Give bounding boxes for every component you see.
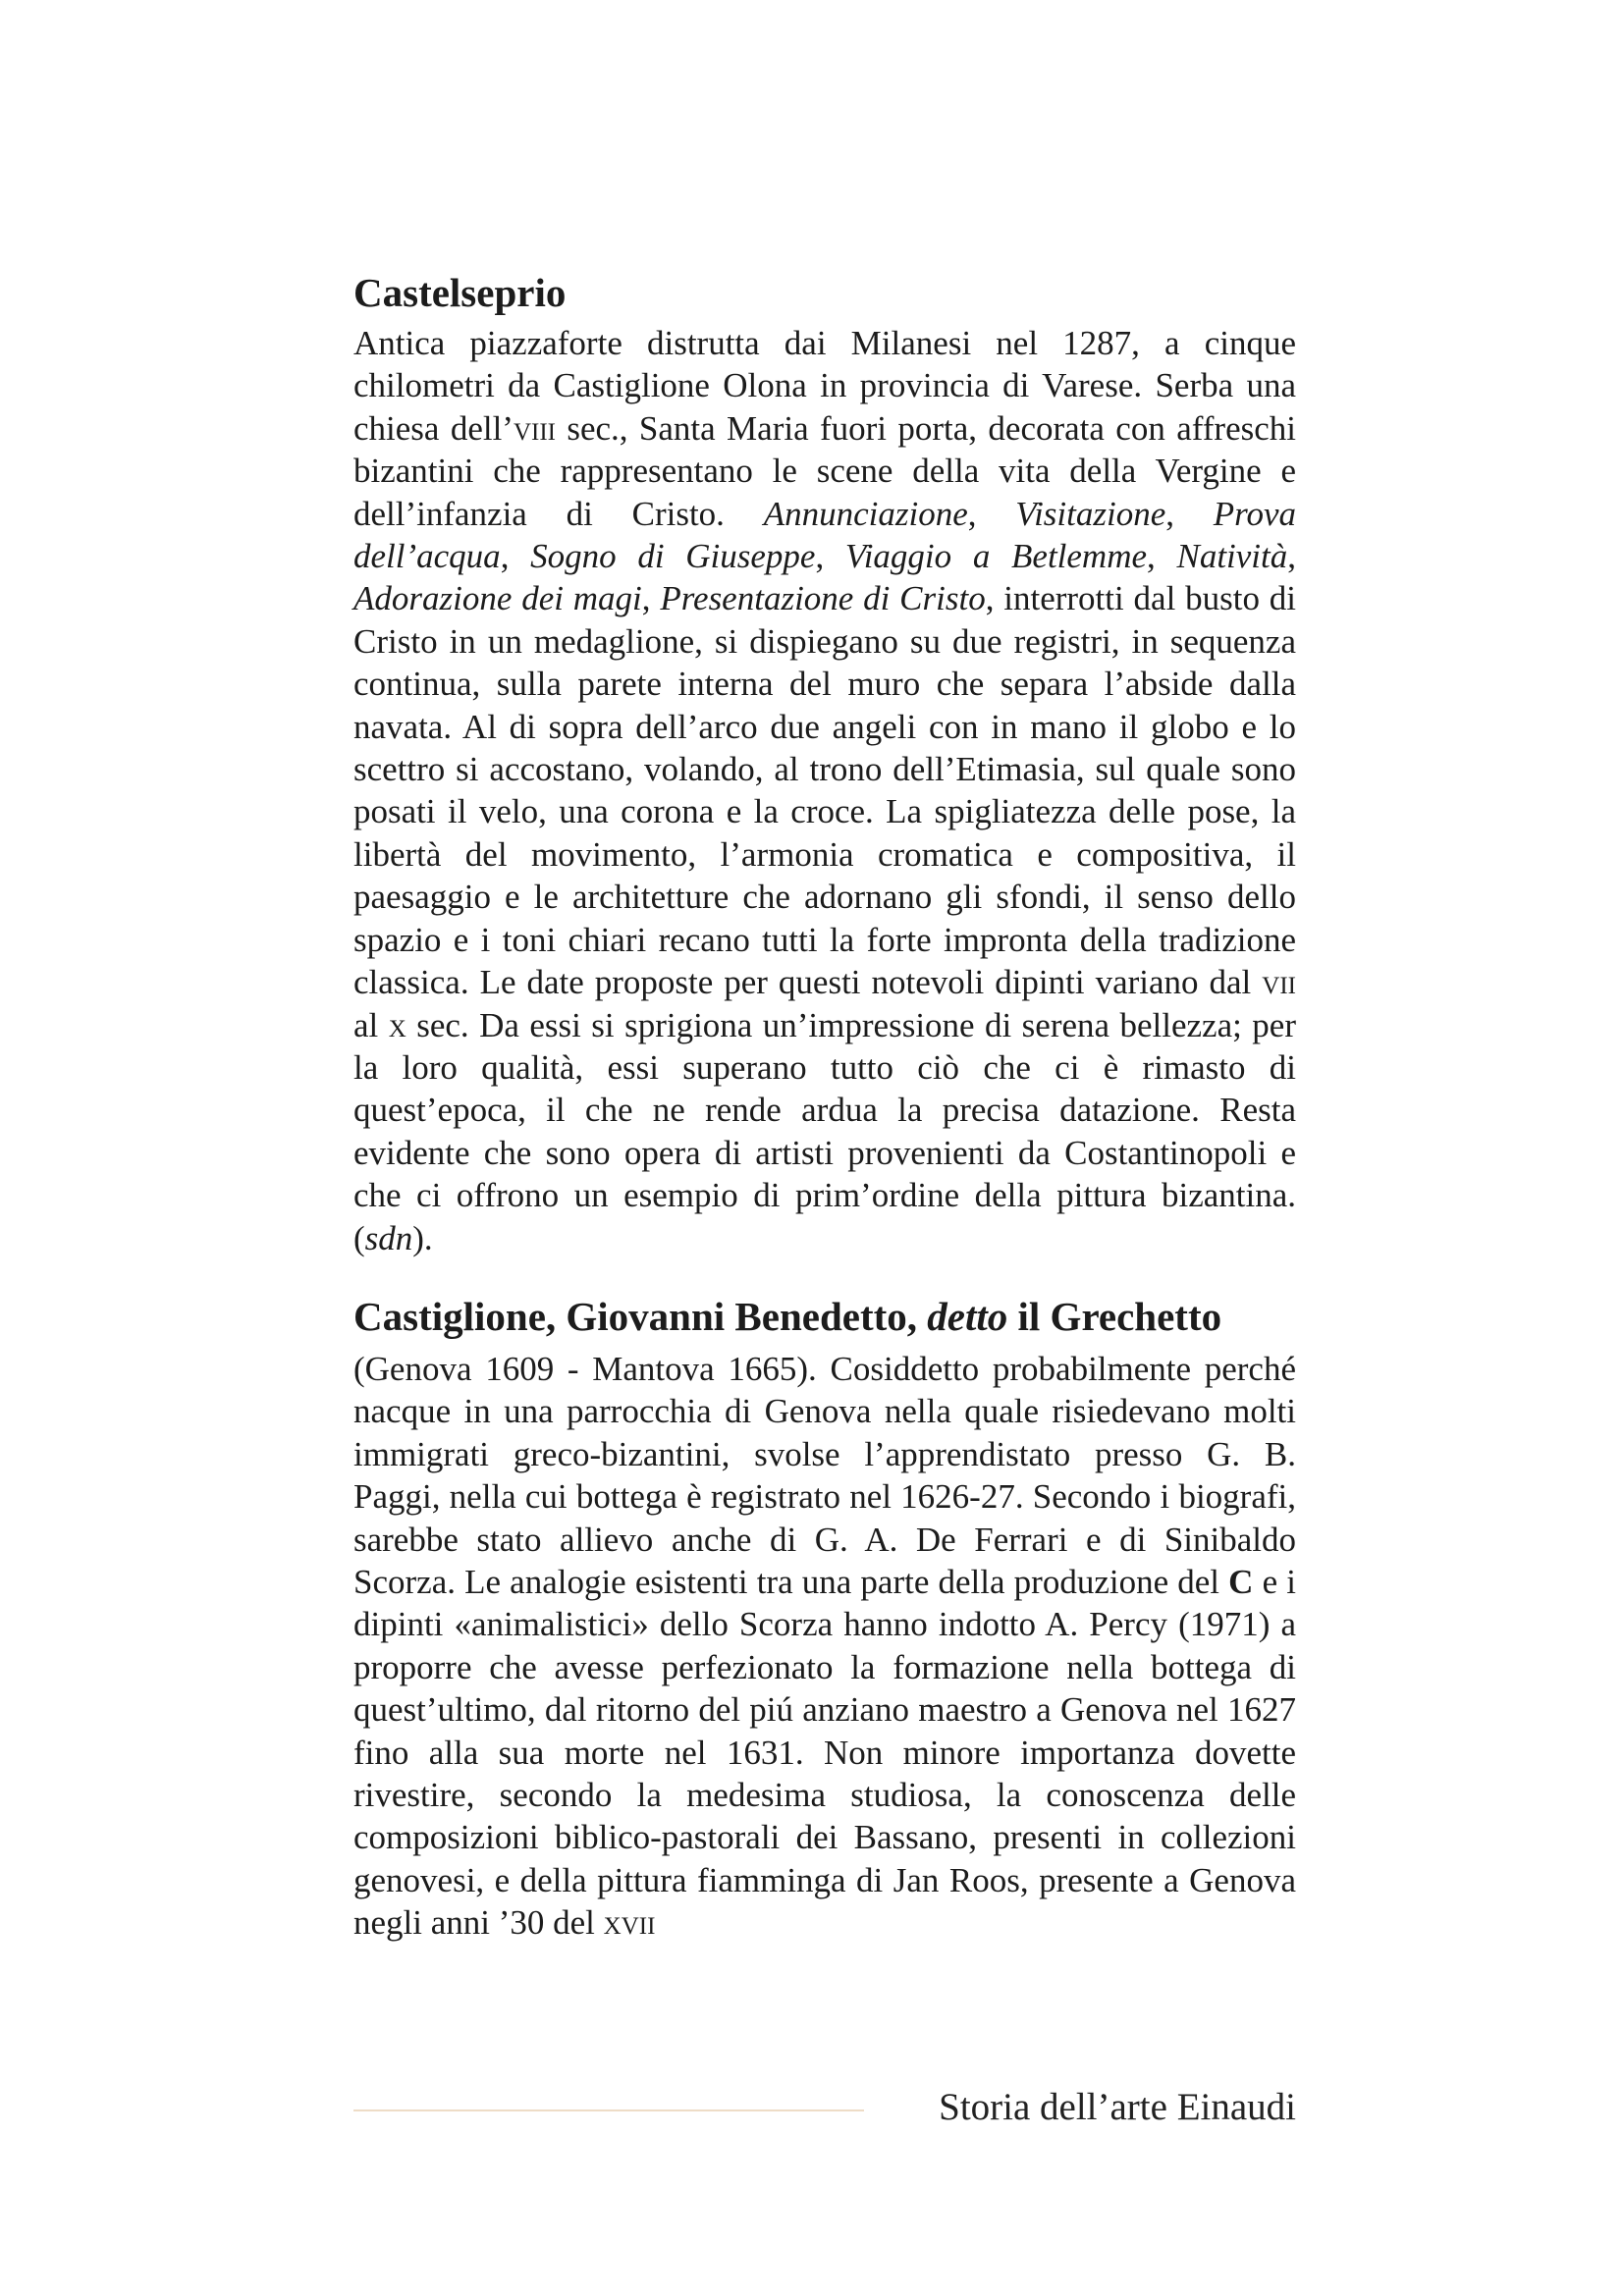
- entry-title: [353, 1285, 1296, 1348]
- text-run: Castiglione, Giovanni Benedetto,: [353, 1293, 928, 1339]
- text-run: sec. Da essi si sprigiona un’impressione di serena bellezza; per la loro qualità, essi superano tutto ciò che ci è rimasto di quest’epoca, il che ne rende ardua la precisa datazione. Resta evidente che sono opera di artisti provenienti da Costantinopoli e che ci offrono un esempio di prim’ordine della pittura bizantina. (: [353, 1005, 1296, 1257]
- text-run: sec., Santa Maria fuori porta, decorata con affreschi bizantini che rappresentano le scene della vita della Vergine e dell’infanzia di Cristo.: [353, 408, 1296, 533]
- text-run: ,: [1287, 537, 1297, 576]
- entry-body: [353, 1348, 1296, 1945]
- text-run: il Grechetto: [1007, 1293, 1222, 1339]
- text-run: , interrotti dal busto di Cristo in un medaglione, si dispiegano su due registri, in sequenza continua, sulla parete interna del muro che separa l’abside dalla navata. Al di sopra dell’arco due angeli con in mano il globo e lo scettro si accostano, volando, al trono dell’Etimasia, sul quale sono posati il velo, una corona e la croce. La spigliatezza delle pose, la libertà del movimento, l’armonia cromatica e compositiva, il paesaggio e le architetture che adornano gli sfondi, il senso dello spazio e i toni chiari recano tutti la forte impronta della tradizione classica. Le date proposte per questi notevoli dipinti variano dal: [353, 579, 1296, 1002]
- text-column: [353, 263, 1296, 1945]
- footer-label: Storia dell’arte Einaudi: [939, 2086, 1296, 2128]
- entry-castelseprio: [353, 263, 1296, 1259]
- text-run: Antica piazzaforte distrutta dai Milanesi nel 1287, a cinque chilometri da Castiglione Olona in provincia di Varese. Serba una chiesa dell’: [353, 324, 1296, 448]
- text-run: e i dipinti «animalistici» dello Scorza hanno indotto A. Percy (1971) a proporre che avesse perfezionato la formazione nella bottega di quest’ultimo, dal ritorno del piú anziano maestro a Genova nel 1627 fino alla sua morte nel 1631. Non minore importanza dovette rivestire, secondo la medesima studiosa, la conoscenza delle composizioni biblico-pastorali dei Bassano, presenti in collezioni genovesi, e della pittura fiamminga di Jan Roos, presente a Genova negli anni ’30 del: [353, 1562, 1296, 1943]
- text-run: al: [353, 1005, 389, 1044]
- entry-castiglione: [353, 1285, 1296, 1945]
- text-run: ).: [412, 1218, 433, 1257]
- italic-run: sdn: [364, 1218, 413, 1257]
- text-run: ,: [500, 537, 531, 576]
- footer-rule: [353, 2109, 864, 2111]
- small-caps-run: viii: [513, 408, 556, 448]
- text-run: ,: [967, 494, 1016, 533]
- italic-run: Viaggio a Betlemme: [844, 537, 1148, 576]
- italic-run: Adorazione dei magi: [353, 579, 642, 618]
- italic-run: Presentazione di Cristo: [660, 579, 986, 618]
- italic-run: Natività: [1176, 537, 1288, 576]
- text-run: ,: [1147, 537, 1177, 576]
- text-run: (Genova 1609 - Mantova 1665). Cosiddetto probabilmente perché nacque in una parrocchia di Genova nella quale risiedevano molti immigrati greco-bizantini, svolse l’apprendistato presso G. B. Paggi, nella cui bottega è registrato nel 1626-27. Secondo i biografi, sarebbe stato allievo anche di G. A. De Ferrari e di Sinibaldo Scorza. Le analogie esistenti tra una parte della produzione del: [353, 1349, 1296, 1601]
- small-caps-run: xvii: [603, 1903, 656, 1943]
- text-run: ,: [1165, 494, 1214, 533]
- entry-separator: [353, 1259, 1296, 1285]
- small-caps-run: x: [388, 1005, 406, 1044]
- italic-run: Prova dell’acqua: [353, 494, 1297, 576]
- italic-run: Annunciazione: [763, 494, 968, 533]
- bold-run: C: [1228, 1562, 1254, 1601]
- text-run: ,: [641, 579, 661, 618]
- italic-run: Sogno di Giuseppe: [530, 537, 816, 576]
- entry-title: Castelseprio: [353, 270, 567, 315]
- text-run: ,: [815, 537, 845, 576]
- italic-run: detto: [927, 1293, 1008, 1339]
- entry-body: [353, 322, 1296, 1259]
- small-caps-run: vii: [1262, 963, 1296, 1002]
- italic-run: Visitazione: [1015, 494, 1166, 533]
